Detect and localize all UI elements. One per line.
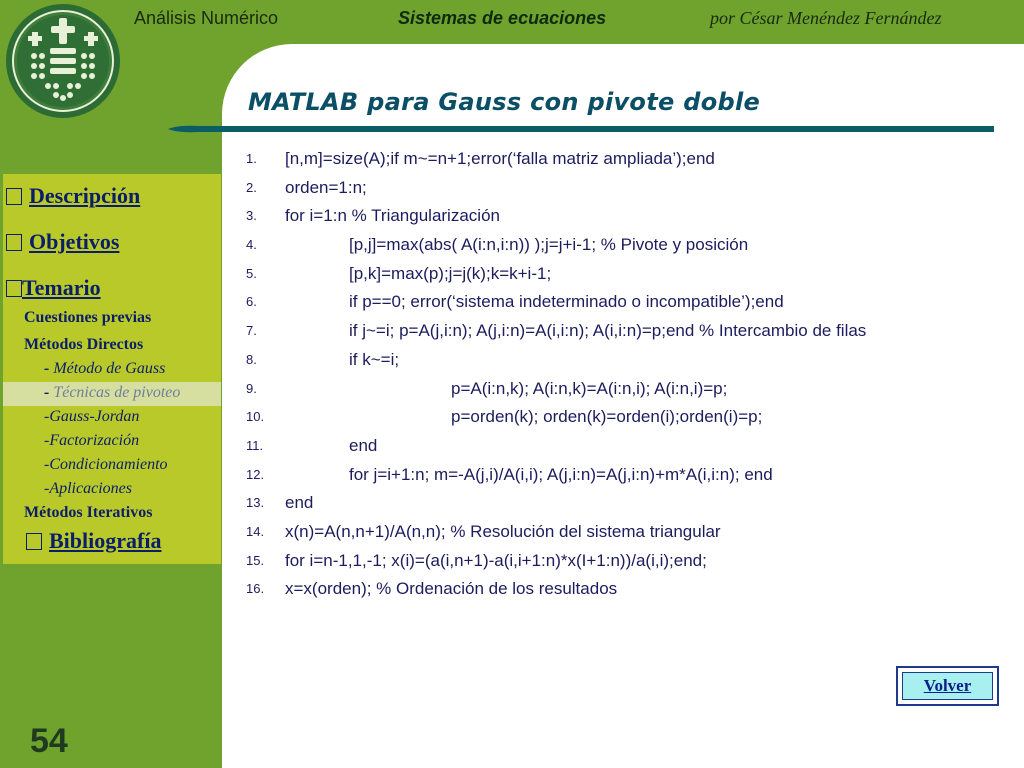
nav-bibliografia[interactable] [26,528,161,554]
code-line [246,288,1016,317]
code-text: p=A(i:n,k); A(i:n,k)=A(i:n,i); A(i:n,i)=p; [451,378,728,398]
header-course: Análisis Numérico [134,8,279,28]
line-number: 5. [246,265,257,281]
volver-button[interactable] [896,666,999,706]
checkbox-icon [6,280,22,297]
nav-metodos-iterativos[interactable]: Métodos Iterativos [24,504,153,521]
nav-bibliografia-label: Bibliografía [49,528,162,553]
line-number: 6. [246,294,257,310]
university-seal-icon [4,2,122,120]
line-number: 9. [246,380,257,396]
code-line [246,432,1016,461]
nav-factorizacion[interactable]: -Factorización [44,432,140,449]
code-line [246,317,1016,346]
volver-button-face [902,672,993,700]
code-line [246,403,1016,432]
code-line [246,375,1016,404]
header-author: por César Menéndez Fernández [710,8,942,28]
line-number: 15. [246,552,265,568]
nav-metodo-gauss[interactable] [44,360,165,378]
nav-temario[interactable] [6,275,101,301]
bullet-dash: - [44,384,54,401]
code-line [246,174,1016,203]
code-text: for j=i+1:n; m=-A(j,i)/A(i,i); A(j,i:n)=A(j,i:n)+m*A(i,i:n); end [349,464,773,484]
line-number: 14. [246,523,265,539]
nav-descripcion-label: Descripción [29,183,141,208]
code-text: p=orden(k); orden(k)=orden(i);orden(i)=p; [451,407,763,427]
line-number: 13. [246,495,265,511]
line-number: 11. [246,437,264,453]
code-text: if j~=i; p=A(j,i:n); A(j,i:n)=A(i,i:n); A(i,i:n)=p;end % Intercambio de filas [349,321,867,341]
nav-tecnicas-pivoteo-label: Técnicas de pivoteo [53,384,181,401]
code-text: if k~=i; [349,349,400,369]
line-number: 10. [246,409,265,425]
code-line [246,547,1016,576]
nav-metodo-gauss-label: Método de Gauss [53,360,166,377]
code-line [246,231,1016,260]
slide-title: MATLAB para Gauss con pivote doble [248,88,761,116]
nav-temario-label: Temario [22,275,101,300]
code-text: x=x(orden); % Ordenación de los resultados [285,579,618,599]
code-text: end [285,493,314,513]
page-number: 54 [30,722,68,760]
title-divider [168,125,994,133]
line-number: 12. [246,466,265,482]
line-number: 3. [246,208,257,224]
line-number: 4. [246,237,257,253]
code-line [246,145,1016,174]
nav-metodos-directos[interactable]: Métodos Directos [24,336,144,353]
code-text: [n,m]=size(A);if m~=n+1;error(‘falla matriz ampliada’);end [285,149,715,168]
nav-condicionamiento[interactable]: -Condicionamiento [44,456,168,473]
checkbox-icon [6,234,22,251]
line-number: 2. [246,179,257,195]
code-line [246,461,1016,490]
volver-label: Volver [923,676,972,695]
nav-tecnicas-pivoteo[interactable] [44,384,180,402]
code-text: orden=1:n; [285,177,367,197]
nav-descripcion[interactable] [6,183,140,209]
checkbox-icon [6,188,22,205]
nav-objetivos-label: Objetivos [29,229,120,254]
code-listing [246,145,1016,604]
code-line [246,346,1016,375]
nav-gauss-jordan[interactable]: -Gauss-Jordan [44,408,140,425]
checkbox-icon [26,533,42,550]
header-topic: Sistemas de ecuaciones [398,8,607,28]
code-text: for i=1:n % Triangularización [285,206,500,226]
line-number: 7. [246,323,257,339]
code-line [246,518,1016,547]
code-text: [p,j]=max(abs( A(i:n,i:n)) );j=j+i-1; % Pivote y posición [349,235,749,255]
code-text: end [349,435,378,455]
code-text: for i=n-1,1,-1; x(i)=(a(i,n+1)-a(i,i+1:n)*x(I+1:n))/a(i,i);end; [285,550,707,570]
code-line [246,202,1016,231]
line-number: 8. [246,351,257,367]
nav-objetivos[interactable] [6,229,119,255]
code-text: if p==0; error(‘sistema indeterminado o incompatible’);end [349,292,784,312]
code-text: [p,k]=max(p);j=j(k);k=k+i-1; [349,263,552,283]
code-line [246,575,1016,604]
line-number: 16. [246,581,265,597]
nav-cuestiones-previas[interactable]: Cuestiones previas [24,309,152,326]
code-text: x(n)=A(n,n+1)/A(n,n); % Resolución del sistema triangular [285,521,721,541]
code-line [246,489,1016,518]
line-number: 1. [246,151,257,166]
nav-aplicaciones[interactable]: -Aplicaciones [44,480,132,497]
bullet-dash: - [44,360,54,377]
code-line [246,260,1016,289]
